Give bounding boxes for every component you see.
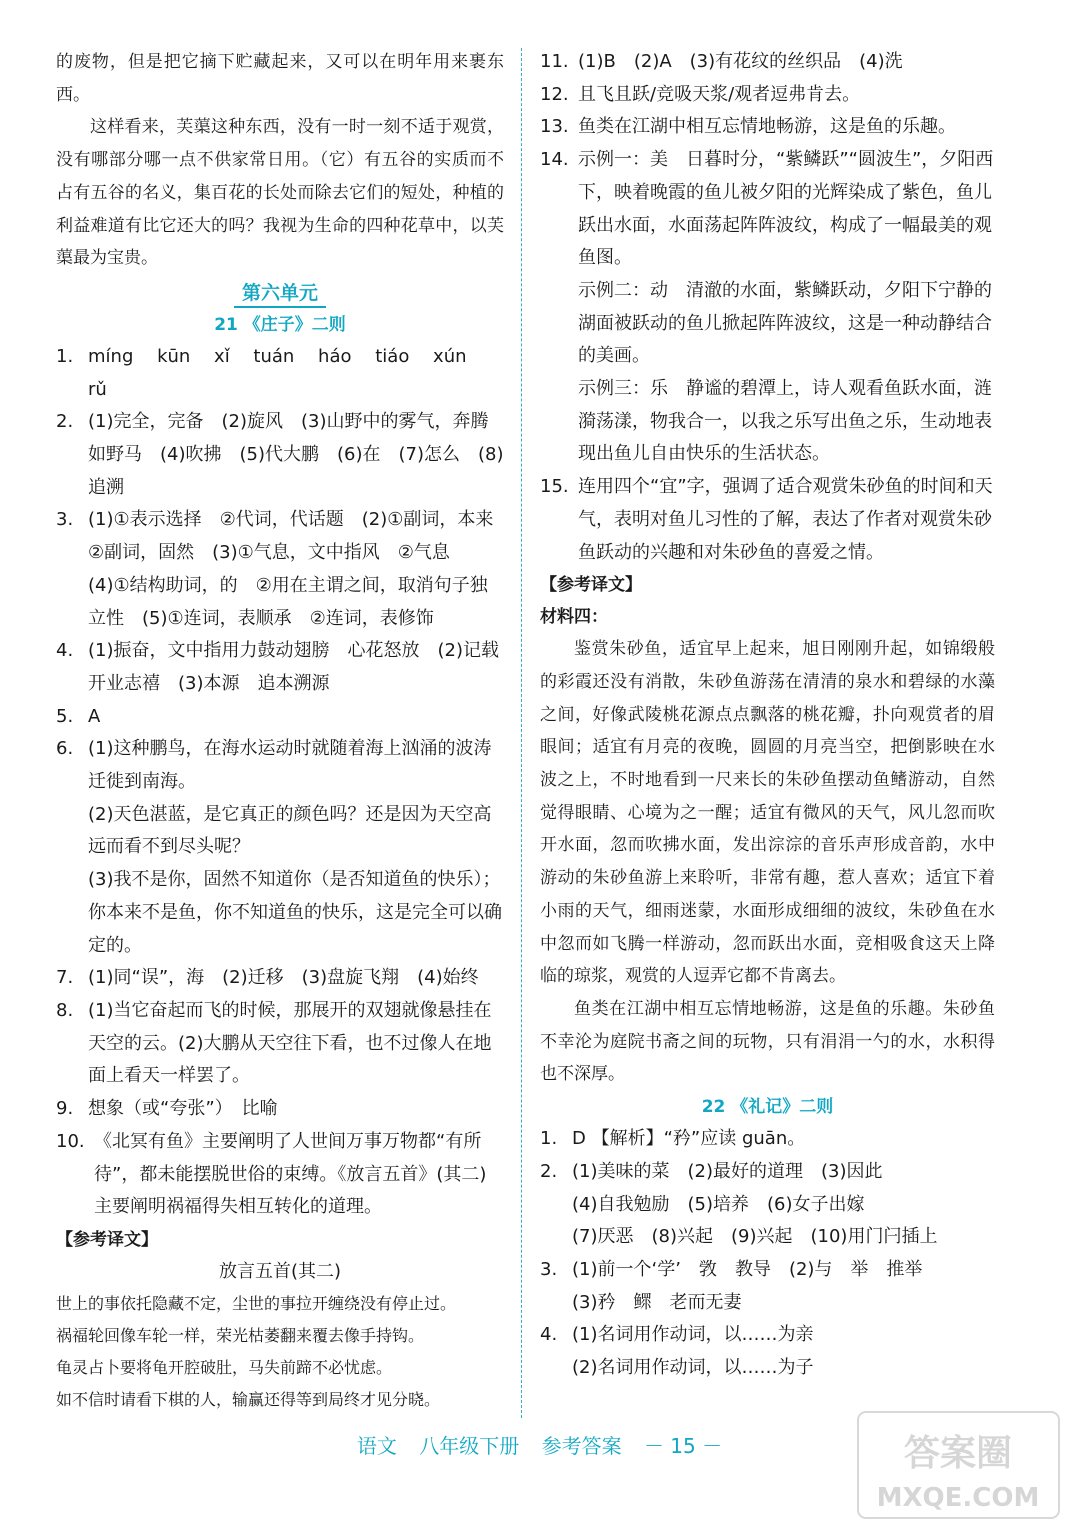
answer-item xyxy=(540,1254,995,1319)
answer-text: (3)我不是你，固然不知道你（是否知道鱼的快乐）；你本来不是鱼，你不知道鱼的快乐，这是完全可以确定的。 xyxy=(88,869,502,956)
answer-text: (2)天色湛蓝，是它真正的颜色吗？还是因为天空高远而看不到尽头呢？ xyxy=(88,803,492,858)
answer-text: (1)B (2)A (3)有花纹的丝织品 (4)洗 xyxy=(578,51,903,72)
answer-number: 3. xyxy=(56,509,74,531)
answer-text: (1)同“误”，海 (2)迁移 (3)盘旋飞翔 (4)始终 xyxy=(88,967,479,989)
answer-item xyxy=(56,1093,504,1126)
answer-text: (1)①表示选择 ②代词，代话题 (2)①副词，本来 ②副词，固然 (3)①气息，文中指风 ②气息 (4)①结构助词，的 ②用在主谓之间，取消句子独立性 (5)①连词，表顺承 ②连词，表修饰 xyxy=(88,509,512,629)
footer-grade: 八年级下册 xyxy=(419,1434,520,1458)
answer-text: 示例二：动 清澈的水面，紫鳞跃动，夕阳下宁静的湖面被跃动的鱼儿掀起阵阵波纹，这是一种动静结合的美画。 xyxy=(578,279,992,367)
answer-number: 2. xyxy=(540,1160,558,1182)
answer-text: 且飞且跃/竞吸天浆/观者逗弗肯去。 xyxy=(578,83,861,105)
answer-item xyxy=(56,406,504,504)
answer-text: (3)矜 鳏 老而无妻 xyxy=(572,1291,742,1313)
intro-paragraph-2: 这样看来，芙蕖这种东西，没有一时一刻不适于观赏，没有哪部分哪一点不供家常日用。（它）有五谷的实质而不占有五谷的名义，集百花的长处而除去它们的短处，种植的利益难道有比它还大的吗？我视为生命的四种花草中，以芙蕖最为宝贵。 xyxy=(56,117,504,269)
answer-number: 6. xyxy=(56,738,74,760)
answer-text: (1)完全，完备 (2)旋风 (3)山野中的雾气，奔腾如野马 (4)吹拂 (5)代大鹏 (6)在 (7)怎么 (8)追溯 xyxy=(88,411,504,498)
reference-translation-label: 【参考译文】 xyxy=(56,1229,158,1250)
answer-text: D 【解析】“矜”应读 guān。 xyxy=(572,1128,806,1150)
answer-item xyxy=(56,995,504,1093)
poem-title: 放言五首(其二) xyxy=(218,1260,342,1282)
answer-item xyxy=(56,962,504,995)
answer-text: (1)振奋，文中指用力鼓动翅膀 心花怒放 (2)记载 开业志禧 (3)本源 追本溯源 xyxy=(88,640,517,694)
answer-number: 1. xyxy=(56,345,74,367)
answer-number: 15. xyxy=(540,476,569,498)
answer-text: (4)自我勉励 (5)培养 (6)女子出嫁 xyxy=(572,1193,865,1215)
answer-item xyxy=(540,79,995,112)
translation-paragraph-2: 鱼类在江湖中相互忘情地畅游，这是鱼的乐趣。朱砂鱼不幸沦为庭院书斋之间的玩物，只有涓涓一勺的水，水积得也不深厚。 xyxy=(540,998,995,1085)
answer-text: 想象（或“夸张”） 比喻 xyxy=(88,1098,278,1120)
answer-text: 示例三：乐 静谧的碧潭上，诗人观看鱼跃水面，涟漪荡漾，物我合一，以我之乐写出鱼之乐，生动地表现出鱼儿自由快乐的生活状态。 xyxy=(578,378,992,465)
answer-text: (1)名词用作动词，以……为亲 xyxy=(572,1324,814,1346)
answer-item xyxy=(540,144,995,471)
answer-text: míng kūn xǐ tuán háo tiáo xún rǔ xyxy=(88,345,467,400)
answer-number: 4. xyxy=(540,1324,558,1346)
material-label: 材料四： xyxy=(540,607,608,628)
poem-translation xyxy=(56,1288,504,1416)
unit-title: 第六单元 xyxy=(56,277,504,309)
answer-number: 7. xyxy=(56,967,74,989)
answer-text: 鱼类在江湖中相互忘情地畅游，这是鱼的乐趣。 xyxy=(578,116,956,138)
answer-text: (1)前一个‘学’ 敩 教导 (2)与 举 推举 xyxy=(572,1258,923,1280)
lesson-21-answers-continued xyxy=(540,46,995,569)
footer-subject: 语文 xyxy=(356,1434,397,1458)
intro-paragraphs xyxy=(56,46,504,275)
answer-item xyxy=(540,1156,995,1254)
svg-text:MXQE.COM: MXQE.COM xyxy=(876,1483,1040,1513)
intro-paragraph-1: 的废物，但是把它摘下贮藏起来，又可以在明年用来裹东西。 xyxy=(56,52,504,105)
poem-line: 龟灵占卜要将龟开腔破肚，马失前蹄不必忧虑。 xyxy=(56,1357,393,1377)
footer-page-number: － 15 － xyxy=(643,1434,723,1458)
watermark-logo xyxy=(856,1410,1061,1520)
lesson-21-title: 21 《庄子》二则 xyxy=(214,314,346,335)
answer-number: 14. xyxy=(540,149,569,171)
answer-number: 8. xyxy=(56,999,74,1021)
lesson-22-answers xyxy=(540,1123,995,1385)
answer-item xyxy=(540,46,995,79)
answer-text: A xyxy=(88,705,101,727)
answer-text: (1)当它奋起而飞的时候，那展开的双翅就像悬挂在天空的云。(2)大鹏从天空往下看，也不过像人在地面上看天一样罢了。 xyxy=(88,999,492,1087)
svg-text:答案圈: 答案圈 xyxy=(903,1433,1013,1474)
poem-line: 世上的事依托隐藏不定，尘世的事拉开缠绕没有停止过。 xyxy=(56,1293,457,1313)
answer-number: 5. xyxy=(56,705,74,727)
answer-text: (2)名词用作动词，以……为子 xyxy=(572,1357,814,1379)
answer-number: 9. xyxy=(56,1098,74,1120)
answer-number: 4. xyxy=(56,640,74,662)
answer-number: 10. xyxy=(56,1130,85,1152)
footer-section: 参考答案 xyxy=(541,1434,622,1458)
answer-number: 13. xyxy=(540,116,569,138)
answer-item xyxy=(56,635,517,700)
translation-paragraph-1: 鉴赏朱砂鱼，适宜早上起来，旭日刚刚升起，如锦缎般的彩霞还没有消散，朱砂鱼游荡在清清的泉水和碧绿的水藻之间，好像武陵桃花源点点飘落的桃花瓣，扑向观赏者的眉眼间；适宜有月亮的夜晚，圆圆的月亮当空，把倒影映在水波之上，不时地看到一尺来长的朱砂鱼摆动鱼鳍游动，自然觉得眼睛、心境为之一醒；适宜有微风的天气，风儿忽而吹开水面，忽而吹拂水面，发出淙淙的音乐声形成音韵，水中游动的朱砂鱼游上来聆听，非常有趣，惹人喜欢；适宜下着小雨的天气，细雨迷蒙，水面形成细细的波纹，朱砂鱼在水中忽而如飞腾一样游动，忽而跃出水面，竞相吸食这天上降临的琼浆，观赏的人逗弄它都不肯离去。 xyxy=(540,639,995,987)
poem-line: 祸福轮回像车轮一样，荣光枯萎翻来覆去像手持钩。 xyxy=(56,1325,425,1345)
answer-number: 3. xyxy=(540,1258,558,1280)
answer-item xyxy=(540,1123,995,1156)
answer-item xyxy=(540,111,995,144)
poem-line: 如不信时请看下棋的人，输赢还得等到局终才见分晓。 xyxy=(56,1389,441,1409)
lesson-22-title: 22 《礼记》二则 xyxy=(701,1097,834,1118)
answer-item xyxy=(56,701,504,734)
answer-text: 连用四个“宜”字，强调了适合观赏朱砂鱼的时间和天气，表明对鱼儿习性的了解，表达了作者对观赏朱砂鱼跃动的兴趣和对朱砂鱼的喜爱之情。 xyxy=(578,476,993,563)
answer-text: 《北冥有鱼》主要阐明了人世间万事万物都“有所待”，都未能摆脱世俗的束缚。《放言五首》(其二)主要阐明祸福得失相互转化的道理。 xyxy=(94,1130,487,1218)
answer-number: 12. xyxy=(540,83,569,105)
lesson-21-answers xyxy=(56,341,517,1224)
answer-text: (1)美味的菜 (2)最好的道理 (3)因此 xyxy=(572,1160,883,1182)
answer-item xyxy=(56,341,504,406)
left-column xyxy=(56,46,517,1416)
answer-number: 1. xyxy=(540,1128,558,1150)
answer-text: (1)这种鹏鸟，在海水运动时就随着海上汹涌的波涛迁徙到南海。 xyxy=(88,738,492,793)
answer-item xyxy=(56,504,512,635)
answer-item xyxy=(540,1319,995,1384)
answer-text: (7)厌恶 (8)兴起 (9)兴起 (10)用门闩插上 xyxy=(572,1226,938,1248)
answer-item xyxy=(56,1126,504,1224)
answer-number: 2. xyxy=(56,411,74,433)
answer-item xyxy=(540,471,995,569)
column-divider xyxy=(521,48,522,1418)
reference-translation-label-right: 【参考译文】 xyxy=(540,575,642,596)
answer-item xyxy=(56,733,504,962)
right-column xyxy=(540,46,995,1385)
answer-text: 示例一：美 日暮时分，“紫鳞跃”“圆波生”，夕阳西下，映着晚霞的鱼儿被夕阳的光辉染成了紫色，鱼儿跃出水面，水面荡起阵阵波纹，构成了一幅最美的观鱼图。 xyxy=(578,149,994,269)
answer-number: 11. xyxy=(540,51,569,72)
